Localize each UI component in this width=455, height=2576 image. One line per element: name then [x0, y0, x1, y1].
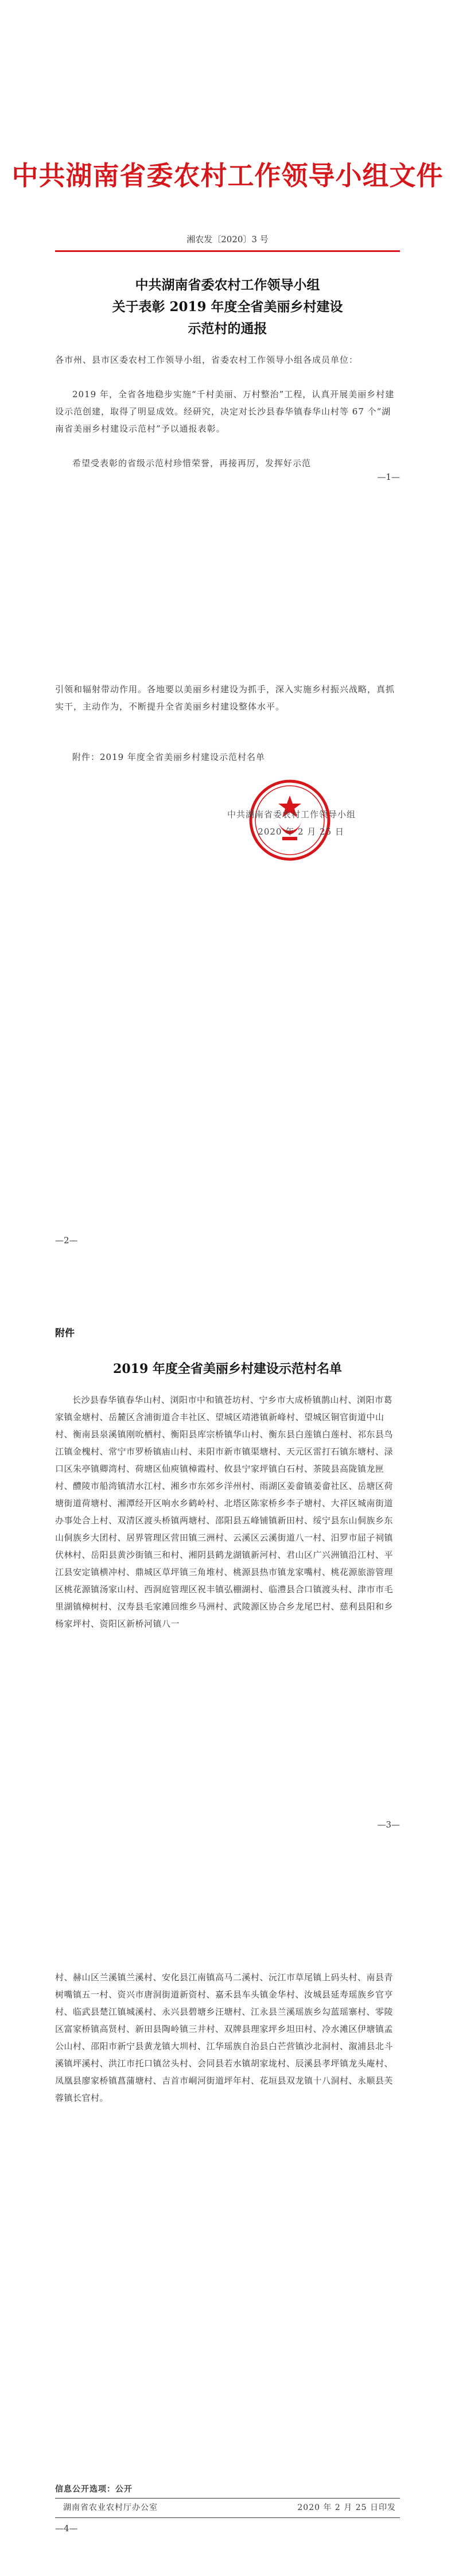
title-line-2: 关于表彰 2019 年度全省美丽乡村建设 [112, 299, 343, 315]
footer-rule-bottom [55, 2517, 400, 2518]
page-number: —4— [55, 2523, 78, 2534]
page-number: —3— [377, 1820, 400, 1830]
attachment-label: 附件 [55, 1328, 75, 1339]
title-line-1: 中共湖南省委农村工作领导小组 [135, 277, 320, 293]
issue-date: 2020 年 2 月 25 日 [258, 827, 344, 837]
page-2 [0, 644, 455, 1288]
village-list-part-1: 长沙县春华镇春华山村、浏阳市中和镇苍坊村、宁乡市大成桥镇鹊山村、浏阳市葛家镇金塘村、岳麓区含浦街道合丰社区、望城区靖港镇新峰村、望城区铜官街道中山村、衡南县泉溪镇刚吮栖村、衡阳县库宗桥镇华山村、衡东县白莲镇白莲村、祁东县鸟江镇金槐村、常宁市罗桥镇庙山村、耒阳市新市镇渠塘村、天元区雷打石镇东塘村、渌口区朱亭镇卿湾村、荷塘区仙庾镇樟霞村、攸县宁家坪镇白石村、茶陵县高陇镇龙匣村、醴陵市船湾镇清水江村、湘乡市东郊乡洋州村、雨湖区姜畲镇姜畲社区、岳塘区荷塘街道荷塘村、湘潭经开区响水乡鹤岭村、北塔区陈家桥乡李子塘村、大祥区城南街道办事处合上村、双清区渡头桥镇两塘村、邵阳县五峰铺镇新田村、绥宁县东山侗族乡东山侗族乡大团村、居界管理区营田镇三洲村、云溪区云溪街道八一村、汨罗市屈子祠镇伏林村、岳阳县黄沙街镇三和村、湘阴县鹤龙湖镇新河村、君山区广兴洲镇沿江村、平江县安定镇横冲村、鼎城区草坪镇三角堆村、桃源县热市镇龙家嘴村、桃花源旅游管理区桃花源镇汤家山村、西洞庭管理区祝丰镇弘棚湖村、临澧县合口镇渡头村、津市市毛里湖镇樟树村、汉寿县毛家滩回维乡马洲村、武陵源区协合乡龙尾巴村、慈利县阳和乡杨家坪村、资阳区新桥河镇八一 [55, 1395, 394, 1629]
title-line-3: 示范村的通报 [188, 321, 267, 336]
page-number: —1— [377, 472, 400, 482]
red-header: 中共湖南省委农村工作领导小组文件 [11, 160, 444, 191]
print-date: 2020 年 2 月 25 日印发 [297, 2503, 396, 2512]
page-1 [0, 0, 455, 644]
paragraph-continued: 引领和辐射带动作用。各地要以美丽乡村建设为抓手，深入实施乡村振兴战略，真抓实干，主动作为，不断提升全省美丽乡村建设整体水平。 [55, 684, 395, 712]
page-number: —2— [55, 1235, 78, 1246]
footer-rule-top [55, 2498, 400, 2499]
disclosure-option: 信息公开选项：公开 [55, 2485, 133, 2494]
attachment-title: 2019 年度全省美丽乡村建设示范村名单 [113, 1361, 342, 1376]
page-4 [0, 1932, 455, 2576]
village-list-part-2: 村、赫山区兰溪镇兰溪村、安化县江南镇高马二溪村、沅江市草尾镇上码头村、南县青树嘴镇五一村、资兴市唐洞街道新资村、嘉禾县车头镇金华村、汝城县延寿瑶族乡官亨村、临武县楚江镇城溪村、永兴县碧塘乡汪塘村、江永县兰溪瑶族乡勾蓝瑶寨村、零陵区富家桥镇高贤村、新田县陶岭镇三井村、双牌县理家坪乡坦田村、冷水滩区伊塘镇孟公山村、邵阳市新宁县黄龙镇大圳村、江华瑶族自治县白芒营镇沙北洞村、溆浦县北斗溪镇坪溪村、洪江市托口镇岔头村、会同县若水镇胡家垅村、辰溪县孝坪镇龙头庵村、凤凰县廖家桥镇菖蒲塘村、吉首市峒河街道坪年村、花垣县双龙镇十八洞村、永顺县芙蓉镇长官村。 [55, 1972, 394, 2103]
page-3 [0, 1288, 455, 1932]
red-rule-divider [55, 250, 400, 252]
paragraph-1: 2019 年，全省各地稳步实施“千村美丽、万村整治”工程，认真开展美丽乡村建设示范创建，取得了明显成效。经研究，决定对长沙县春华镇春华山村等 67 个“湖南省美丽乡村建设示范村”予以通报表彰。 [55, 389, 395, 434]
attachment-reference: 附件：2019 年度全省美丽乡村建设示范村名单 [72, 752, 265, 762]
signer: 中共湖南省委农村工作领导小组 [227, 809, 356, 820]
salutation: 各市州、县市区委农村工作领导小组，省委农村工作领导小组各成员单位： [55, 355, 359, 365]
paragraph-2: 希望受表彰的省级示范村珍惜荣誉，再接再厉，发挥好示范 [72, 458, 312, 468]
doc-number: 湘农发〔2020〕3 号 [186, 234, 269, 245]
issuing-office: 湖南省农业农村厅办公室 [63, 2503, 158, 2512]
